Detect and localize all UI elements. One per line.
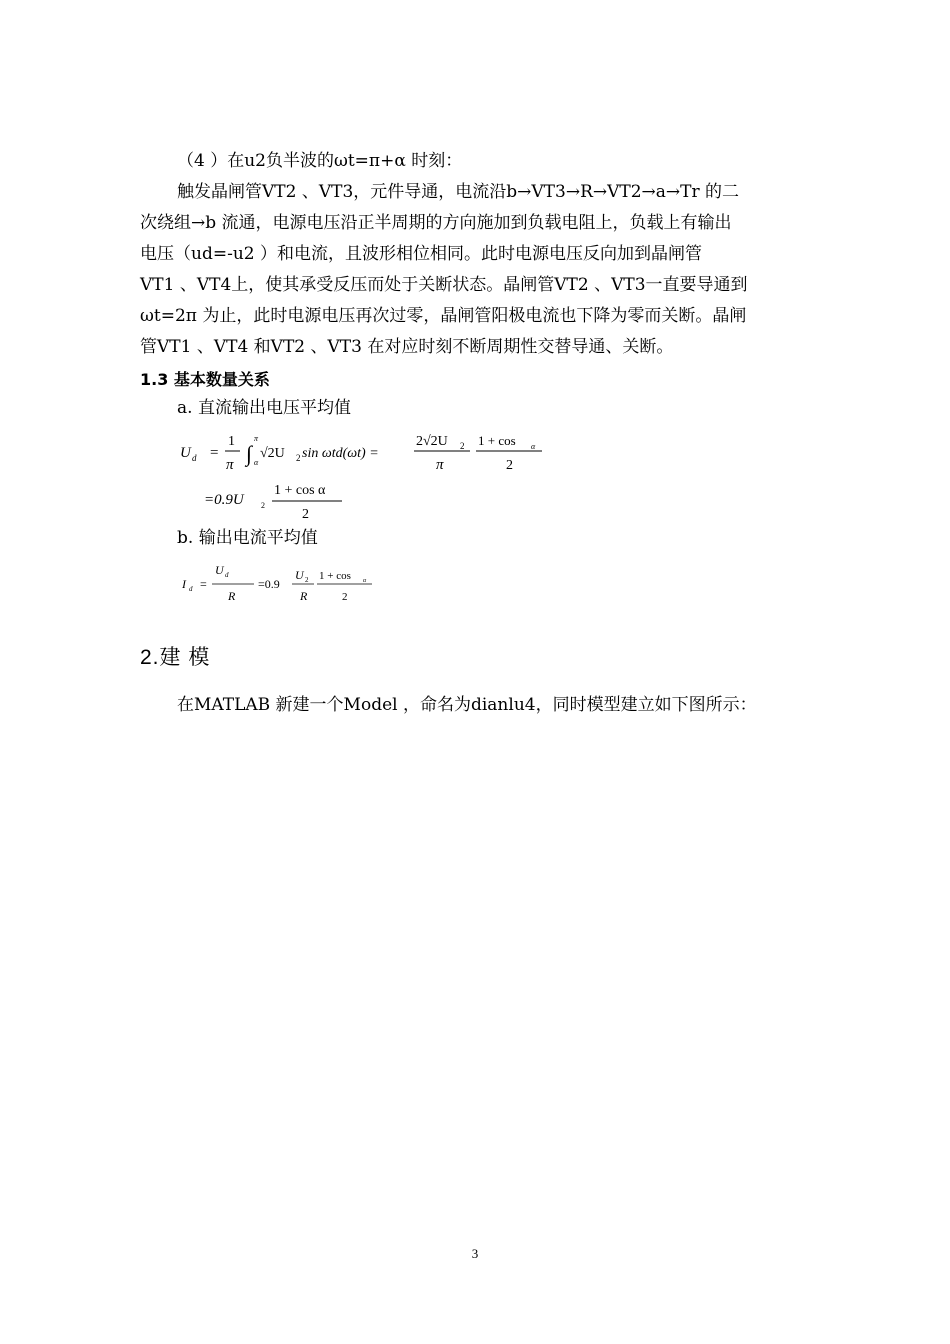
formula-b-frac1-den: R bbox=[228, 589, 236, 603]
formula-ud bbox=[170, 425, 570, 525]
item-b-label: b. 输出电流平均值 bbox=[177, 528, 318, 548]
formula-a-frac3-num: 1 + cos bbox=[478, 433, 516, 448]
formula-a-integrand-sub: 2 bbox=[296, 453, 301, 463]
paragraph-4-line-3: 电压（ud=-u2 ）和电流，且波形相位相同。此时电源电压反向加到晶闸管 bbox=[140, 244, 702, 264]
formula-a-lhs-sub: d bbox=[192, 453, 197, 463]
formula-a-frac1-num: 1 bbox=[228, 434, 235, 449]
formula-a-frac3-den: 2 bbox=[506, 458, 513, 473]
formula-b-coef: =0.9 bbox=[258, 577, 280, 591]
formula-a-line2-lhs: =0.9U bbox=[204, 492, 244, 508]
svg-text:=: = bbox=[200, 577, 207, 591]
formula-b-frac3-den: 2 bbox=[342, 591, 348, 603]
formula-a-frac2-num-sub: 2 bbox=[460, 441, 465, 451]
formula-a-line2-sub: 2 bbox=[261, 501, 265, 510]
formula-b-frac1-num-sub: d bbox=[225, 571, 229, 579]
formula-a-lhs: U bbox=[180, 445, 191, 461]
paragraph-4-heading: （4 ）在u2负半波的ωt=π+α 时刻： bbox=[177, 151, 463, 171]
formula-b-frac3-num: 1 + cos bbox=[319, 570, 351, 582]
formula-a-integrand-tail: sin ωtd(ωt) = bbox=[302, 446, 379, 461]
paragraph-4-line-2: 次绕组→b 流通，电源电压沿正半周期的方向施加到负载电阻上，负载上有输出 bbox=[140, 213, 732, 233]
formula-b-frac3-alpha: α bbox=[363, 578, 367, 584]
formula-b-lhs-sub: d bbox=[189, 585, 193, 593]
formula-a-frac2-num: 2√2U bbox=[416, 434, 448, 449]
svg-text:=: = bbox=[210, 445, 219, 461]
formula-a-integrand: √2U bbox=[260, 446, 285, 461]
formula-a-line2-num: 1 + cos α bbox=[274, 483, 326, 498]
formula-b-lhs: I bbox=[182, 577, 186, 591]
formula-b-frac2-num-sub: 2 bbox=[305, 576, 309, 584]
formula-a-frac2-den: π bbox=[436, 457, 444, 473]
formula-a-int-upper: π bbox=[254, 434, 259, 443]
item-a-label: a. 直流输出电压平均值 bbox=[177, 398, 351, 418]
page-number: 3 bbox=[471, 1246, 479, 1261]
section-1-3-title: 1.3 基本数量关系 bbox=[140, 370, 270, 389]
paragraph-4-line-5: ωt=2π 为止，此时电源电压再次过零，晶闸管阳极电流也下降为零而关断。晶闸 bbox=[140, 306, 747, 326]
formula-a-frac1-den: π bbox=[226, 457, 234, 473]
formula-b-frac2-den: R bbox=[300, 589, 308, 603]
formula-a-line2-den: 2 bbox=[302, 507, 309, 522]
formula-b-frac1-num: U bbox=[215, 563, 224, 577]
formula-a-frac3-alpha: α bbox=[531, 442, 536, 451]
paragraph-4-line-1: 触发晶闸管VT2 、VT3，元件导通，电流沿b→VT3→R→VT2→a→Tr 的二 bbox=[177, 182, 740, 202]
formula-a-int-lower: α bbox=[254, 458, 259, 467]
paragraph-4-line-4: VT1 、VT4上，使其承受反压而处于关断状态。晶闸管VT2 、VT3一直要导通到 bbox=[140, 275, 748, 295]
paragraph-4-line-6: 管VT1 、VT4 和VT2 、VT3 在对应时刻不断周期性交替导通、关断。 bbox=[140, 337, 674, 357]
formula-b-frac2-num: U bbox=[295, 568, 304, 582]
integral-sign: ∫ bbox=[246, 441, 253, 466]
section-2-title: 2.建 模 bbox=[140, 646, 211, 669]
section-2-body: 在MATLAB 新建一个Model ，命名为dianlu4，同时模型建立如下图所示： bbox=[177, 695, 757, 715]
formula-id bbox=[170, 558, 390, 608]
